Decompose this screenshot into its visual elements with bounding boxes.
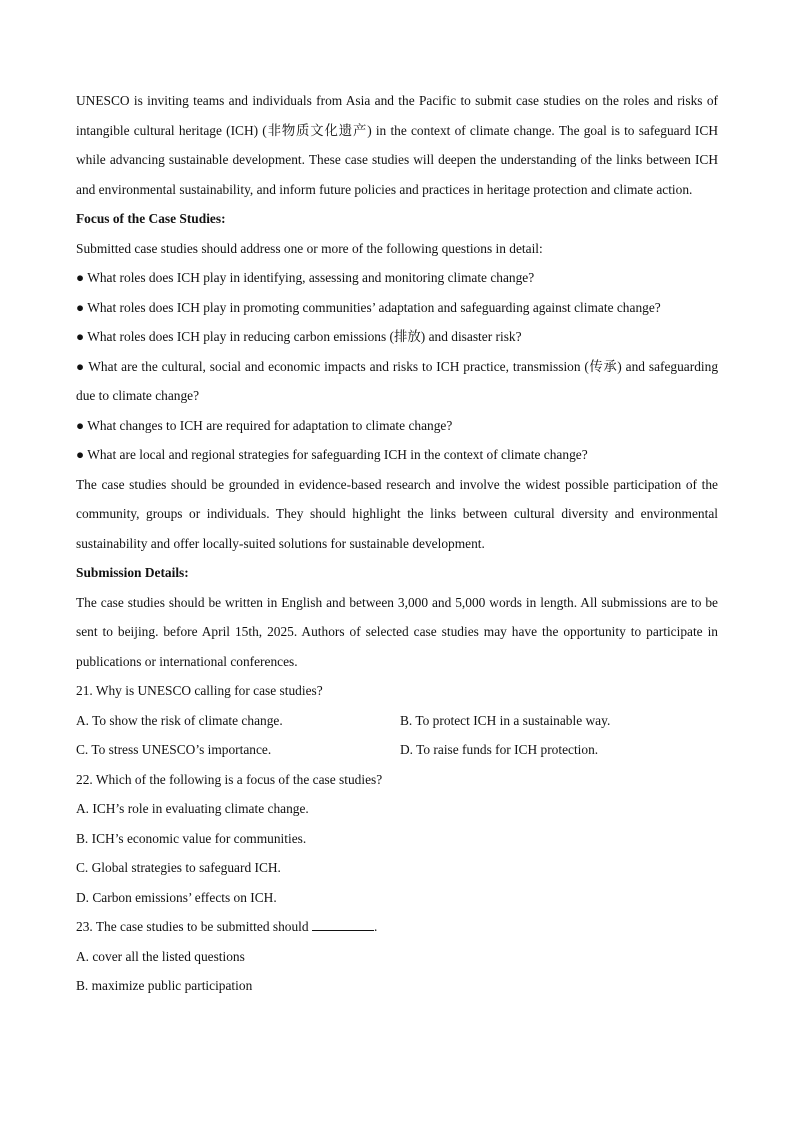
question-22-option-a: A. ICH’s role in evaluating climate change. (76, 801, 309, 816)
focus-lead: Submitted case studies should address one or more of the following questions in detail: (76, 240, 543, 256)
focus-question-1 (76, 263, 718, 293)
submission-paragraph: The case studies should be written in English and between 3,000 and 5,000 words in length. All submissions are to be sent to beijing. before April 15th, 2025. Authors of selected case studies may have the opportunity to participate in publications or international conferences. (76, 594, 718, 669)
focus-question-text: What are local and regional strategies for safeguarding ICH in the context of climate change? (87, 447, 588, 462)
question-23-stem-text: 23. The case studies to be submitted should (76, 919, 309, 934)
bullet-icon: ● (76, 329, 85, 344)
bullet-icon: ● (76, 417, 85, 433)
focus-heading: Focus of the Case Studies: (76, 211, 226, 226)
question-22-option-c: C. Global strategies to safeguard ICH. (76, 860, 281, 875)
bullet-icon: ● (76, 447, 85, 462)
question-21-options-row-2 (76, 735, 718, 765)
intro-paragraph: UNESCO is inviting teams and individuals from Asia and the Pacific to submit case studies on the roles and risks of intangible cultural heritage (ICH) (非物质文化遗产) in the context of climate change. The goal is to safeguard ICH while advancing sustainable development. These case studies will deepen the understanding of the links between ICH and environmental sustainability, and inform future policies and practices in heritage protection and climate action. (76, 93, 718, 197)
focus-question-4 (76, 352, 718, 411)
question-21-stem: 21. Why is UNESCO calling for case studies? (76, 683, 323, 698)
question-21-option-a: A. To show the risk of climate change. (76, 712, 283, 728)
bullet-icon: ● (76, 358, 85, 374)
focus-question-5 (76, 411, 718, 441)
submission-heading: Submission Details: (76, 565, 189, 580)
question-23-option-b: B. maximize public participation (76, 978, 253, 993)
document-page (76, 86, 718, 1001)
bullet-icon: ● (76, 299, 85, 315)
question-21-options-row-1 (76, 706, 718, 736)
question-22-stem: 22. Which of the following is a focus of the case studies? (76, 771, 383, 787)
focus-question-text: What roles does ICH play in reducing carbon emissions (排放) and disaster risk? (87, 329, 522, 344)
question-23-option-a: A. cover all the listed questions (76, 948, 245, 964)
focus-question-text: What roles does ICH play in identifying, assessing and monitoring climate change? (87, 270, 535, 285)
focus-question-2 (76, 293, 718, 323)
focus-question-text: What changes to ICH are required for adaptation to climate change? (87, 417, 453, 433)
question-22-option-d: D. Carbon emissions’ effects on ICH. (76, 889, 277, 905)
focus-closing-paragraph: The case studies should be grounded in evidence-based research and involve the widest possible participation of the community, groups or individuals. They should highlight the links between cultural diversity and environmental sustainability and offer locally-suited solutions for sustainable development. (76, 476, 718, 551)
focus-question-text: What roles does ICH play in promoting communities’ adaptation and safeguarding against climate change? (87, 299, 661, 315)
focus-question-3 (76, 322, 718, 352)
focus-question-text: What are the cultural, social and economic impacts and risks to ICH practice, transmission (传承) and safeguarding due to climate change? (76, 358, 719, 403)
bullet-icon: ● (76, 270, 85, 285)
answer-blank (312, 918, 374, 931)
focus-question-6 (76, 440, 718, 470)
question-21-option-c: C. To stress UNESCO’s importance. (76, 742, 272, 757)
question-23-stem-end: . (373, 919, 378, 934)
question-23-stem (76, 912, 718, 942)
question-21-option-b: B. To protect ICH in a sustainable way. (400, 712, 611, 728)
question-22-option-b: B. ICH’s economic value for communities. (76, 830, 307, 846)
question-21-option-d: D. To raise funds for ICH protection. (400, 742, 599, 757)
